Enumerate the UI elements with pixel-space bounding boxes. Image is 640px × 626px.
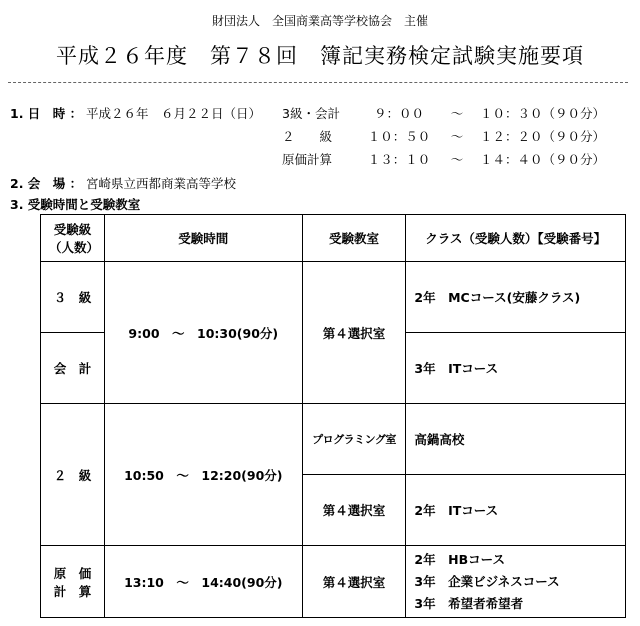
session-row-3 — [282, 150, 605, 168]
time-cell: 10:50 ～ 12:20(90分) — [104, 404, 302, 546]
header-room: 受験教室 — [302, 215, 406, 262]
venue: 宮崎県立西都商業高等学校 — [86, 176, 237, 191]
session-sep: ～ — [450, 152, 464, 167]
page-title: 平成２６年度 第７８回 簿記実務検定試験実施要項 — [56, 44, 584, 68]
class-cell: 2年 ITコース — [406, 475, 626, 546]
room-cell: 第４選択室 — [302, 546, 406, 618]
room-cell: プログラミング室 — [302, 404, 406, 475]
class-cell — [406, 546, 626, 618]
time-cell: 9:00 ～ 10:30(90分) — [104, 262, 302, 404]
time-cell: 13:10 ～ 14:40(90分) — [104, 546, 302, 618]
section2-heading: 2. 会 場 ： — [10, 176, 83, 191]
session-end: １０：３０（９０分） — [480, 106, 606, 121]
session-row-1 — [282, 104, 605, 122]
class-cell: 高鍋高校 — [406, 404, 626, 475]
session-grade: ２ 級 — [282, 129, 333, 144]
table-row — [41, 262, 626, 333]
session-row-2 — [282, 127, 605, 145]
room-cell: 第４選択室 — [302, 475, 406, 546]
room-cell: 第４選択室 — [302, 262, 406, 404]
class-line: 3年 企業ビジネスコース — [414, 573, 560, 589]
grade-cell: ２ 級 — [41, 404, 105, 546]
session-grade: 原価計算 — [282, 152, 333, 167]
grade-cell: 会 計 — [41, 333, 105, 404]
session-sep: ～ — [450, 129, 464, 144]
class-cell: 3年 ITコース — [406, 333, 626, 404]
section1-heading: 1. 日 時 ： — [10, 106, 83, 121]
session-sep: ～ — [450, 106, 464, 121]
session-end: １４：４０（９０分） — [480, 152, 606, 167]
header-grade: 受験級 （人数） — [41, 215, 105, 262]
section3-heading: 3. 受験時間と受験教室 — [10, 197, 141, 212]
table-row — [41, 546, 626, 618]
header-class: クラス（受験人数）【受験番号】 — [406, 215, 626, 262]
grade-cell: 原 価 計 算 — [41, 546, 105, 618]
exam-schedule-table — [40, 214, 626, 618]
divider — [8, 82, 628, 83]
table-row — [41, 404, 626, 475]
class-line: 2年 HBコース — [414, 551, 505, 567]
session-grade: 3級・会計 — [282, 106, 340, 121]
header-time: 受験時間 — [104, 215, 302, 262]
session-end: １２：２０（９０分） — [480, 129, 606, 144]
session-start: １０：５０ — [367, 129, 431, 144]
class-line: 3年 希望者希望者 — [414, 595, 524, 611]
class-cell: 2年 MCコース(安藤クラス) — [406, 262, 626, 333]
grade-cell: ３ 級 — [41, 262, 105, 333]
exam-date: 平成２６年 ６月２２日（日） — [86, 106, 262, 121]
organizer-line: 財団法人 全国商業高等学校協会 主催 — [211, 14, 428, 28]
session-start: １３：１０ — [367, 152, 431, 167]
table-header-row — [41, 215, 626, 262]
session-start: ９：００ — [373, 106, 424, 121]
